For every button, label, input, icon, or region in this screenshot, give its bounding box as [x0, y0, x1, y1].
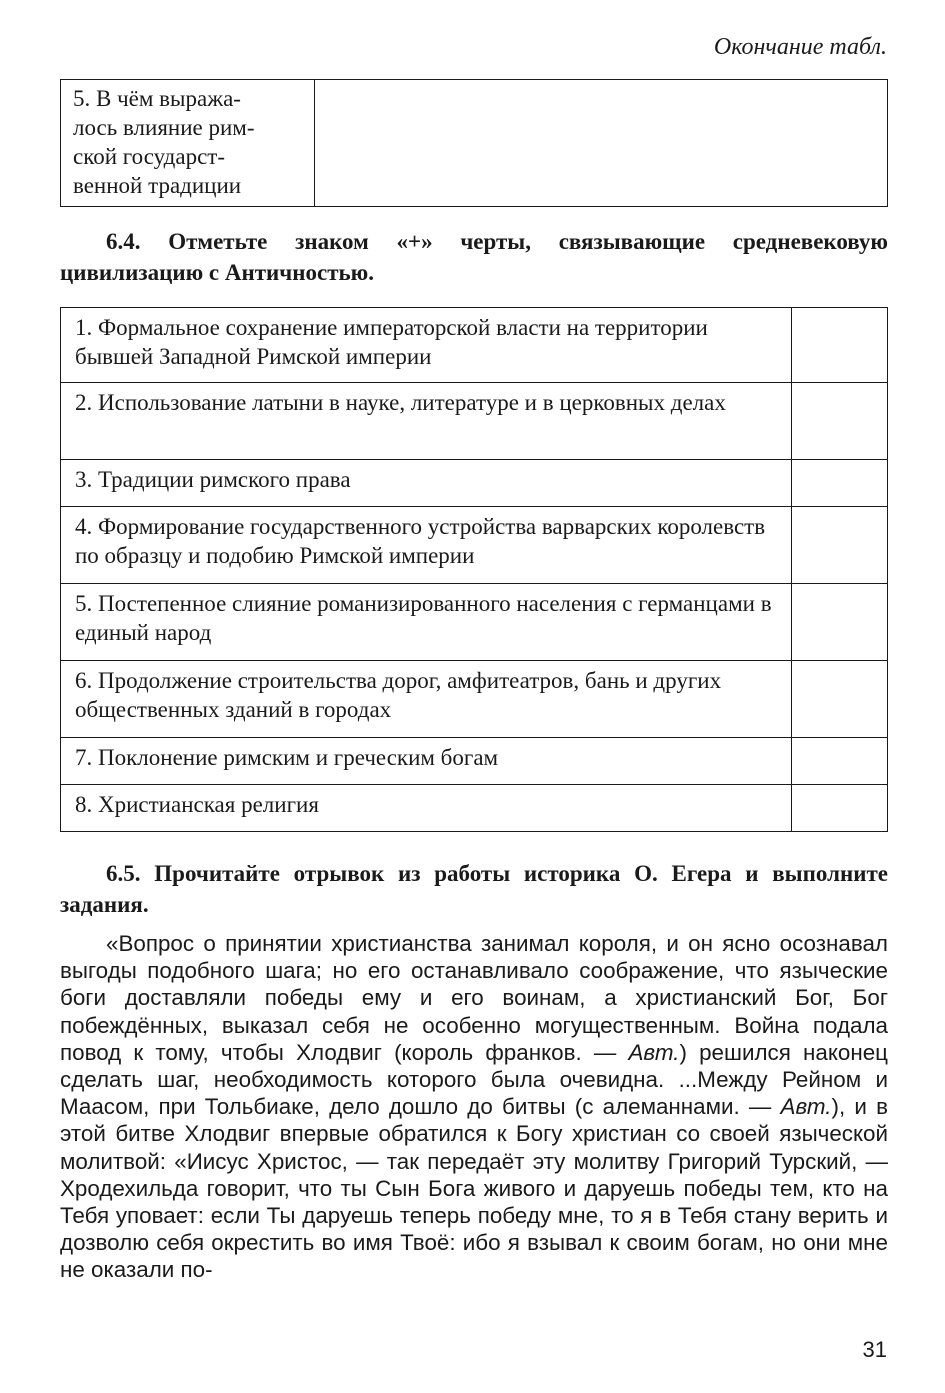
task-6-5-heading-text: 6.5. Прочитайте отрывок из работы историка О. Егера и выполните задания.	[60, 861, 888, 917]
feature-cell: 1. Формальное сохранение императорской власти на территории бывшей Западной Римской империи	[61, 308, 792, 383]
feature-cell: 5. Постепенное слияние романизированного населения с германцами в единый народ	[61, 584, 792, 661]
excerpt-part-2: ) решился наконец сделать шаг, необходимость которого была очевидна. ...Между Рейном и Маасом, при Тольбиаке, дело дошло до битвы (с алеманнами. —	[60, 1039, 888, 1120]
table-row	[61, 661, 888, 738]
table-continuation-label: Окончание табл.	[713, 34, 887, 60]
question-cell	[61, 80, 315, 207]
mark-cell[interactable]	[792, 785, 888, 832]
author-note: Авт.	[780, 1094, 832, 1120]
table-row	[61, 584, 888, 661]
feature-cell: 7. Поклонение римским и греческим богам	[61, 738, 792, 785]
mark-cell[interactable]	[792, 507, 888, 584]
feature-cell: 4. Формирование государственного устройства варварских королевств по образцу и подобию Римской империи	[61, 507, 792, 584]
feature-cell: 8. Христианская религия	[61, 785, 792, 832]
question-text: 5. В чём выража- лось влияние рим- ской государст- венной традиции	[73, 86, 255, 198]
answer-cell[interactable]	[315, 80, 888, 207]
feature-cell: 6. Продолжение строительства дорог, амфитеатров, бань и других общественных зданий в городах	[61, 661, 792, 738]
mark-cell[interactable]	[792, 460, 888, 507]
continued-table	[60, 79, 888, 207]
task-6-5-heading	[60, 858, 888, 920]
historian-excerpt	[60, 930, 888, 1284]
mark-cell[interactable]	[792, 308, 888, 383]
table-row	[61, 80, 888, 207]
mark-cell[interactable]	[792, 383, 888, 460]
excerpt-part-3: ), и в этой битве Хлодвиг впервые обратился к Богу христиан со своей языческой молитвой: «Иисус Христос, — так передаёт эту молитву Григорий Турский, — Хродехильда говорит, что ты Сын Бога живого и даруешь победы тем, кто на Тебя уповает: если Ты даруешь теперь победу мне, то я в Тебя стану верить и дозволю себя окрестить во имя Твоё: ибо я взывал к своим богам, но они мне не оказали по-	[60, 1094, 888, 1283]
page-number: 31	[862, 1337, 887, 1362]
table-row	[61, 507, 888, 584]
feature-cell: 3. Традиции римского права	[61, 460, 792, 507]
task-6-4-heading-text: 6.4. Отметьте знаком «+» черты, связывающие средневековую цивилизацию с Античностью.	[60, 229, 888, 285]
mark-cell[interactable]	[792, 584, 888, 661]
feature-cell: 2. Использование латыни в науке, литературе и в церковных делах	[61, 383, 792, 460]
table-row	[61, 460, 888, 507]
author-note: Авт.	[628, 1039, 680, 1065]
table-row	[61, 308, 888, 383]
mark-cell[interactable]	[792, 661, 888, 738]
task-6-4-heading	[60, 226, 888, 288]
features-table	[60, 307, 888, 832]
table-row	[61, 383, 888, 460]
excerpt-part-1: «Вопрос о принятии христианства занимал короля, и он ясно осознавал выгоды подобного шага; но его останавливало соображение, что языческие боги доставляли победы ему и его воинам, а христианский Бог, Бог побеждённых, выказал себя не особенно могущественным. Война подала повод к тому, чтобы Хлодвиг (король франков. —	[60, 931, 888, 1065]
table-row	[61, 738, 888, 785]
table-row	[61, 785, 888, 832]
mark-cell[interactable]	[792, 738, 888, 785]
